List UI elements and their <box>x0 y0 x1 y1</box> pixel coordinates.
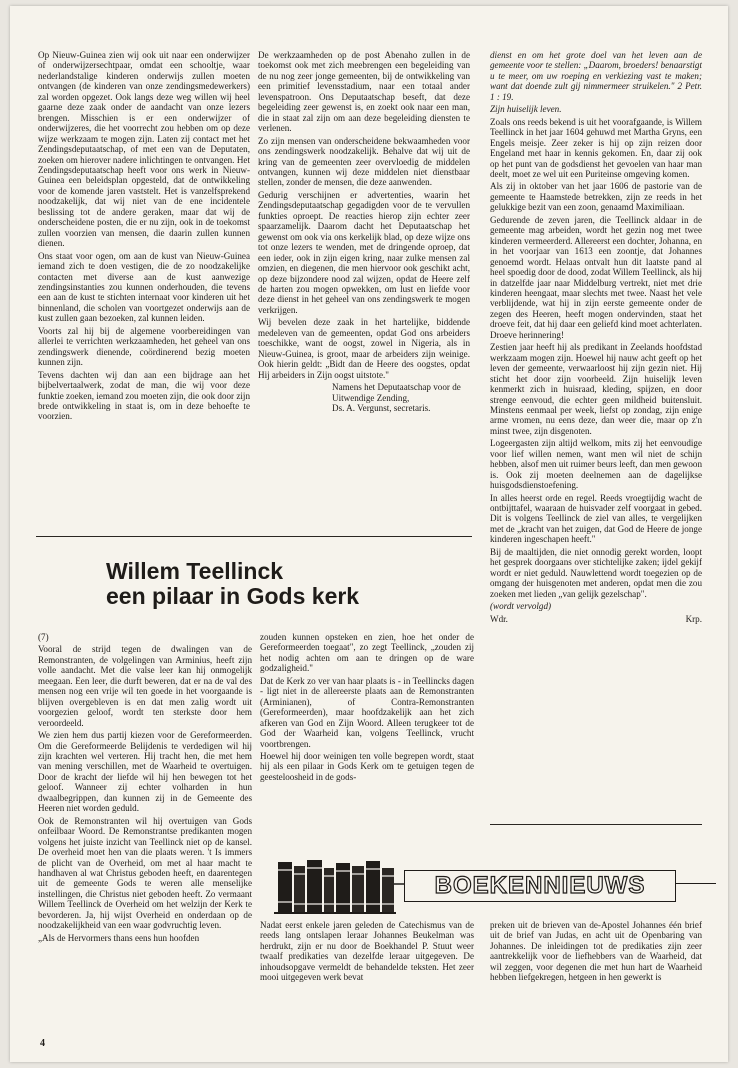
paragraph: Voorts zal hij bij de algemene voorbereidingen van allerlei te verrichten werkzaamheden, het geheel van ons zendingswerk dienende, coördinerend bezig moeten kunnen zijn. <box>38 325 250 368</box>
paragraph: Logeergasten zijn altijd welkom, mits zij het eenvoudige voor lief willen nemen, want men wil niet de schijn hebben, alsof men uit ruimer beurs leeft, dan men gewoon is. Ook zij moeten deelnemen aan de dagelijkse huisgodsdienstoefening. <box>490 438 702 491</box>
page-number: 4 <box>40 1038 45 1049</box>
paragraph: Vooral de strijd tegen de dwalingen van de Remonstranten, de volgelingen van Arminius, heeft zijn volle aandacht. Met die valse leer kan hij onmogelijk meegaan. Een leer, die durft beweren, dat er na de val des mensen nog een vrije wil ten goede in het voorgaande is blijven overgebleven is en dat men zalig wordt uit voorgezien geloof, wordt ten sterkste door hem veroordeeld. <box>38 644 252 728</box>
paragraph: Gedurig verschijnen er advertenties, waarin het Zendingsdeputaatschap gegadigden voor de te vervullen funkties oproept. De reacties hierop zijn echter zeer spaarzamelijk. Daarom dacht het Deputaatschap het gewenst om ook via ons kerkelijk blad, op deze wijze ons tot onze lezers te wenden, met de dringende oproep, dat een ieder, ook in zijn eigen kring, naar zulke mensen zal omzien, en diegenen, die men hiervoor ook geschikt acht, op deze bijzondere nood zal wijzen, opdat de Heere zelf de harten zou mogen opwekken, om lust en liefde voor deze dienst in het geheel van ons zendingswerk te mogen verkrijgen. <box>258 189 470 315</box>
boek-column-2 <box>490 920 702 1020</box>
boekennieuws-title: BOEKENNIEUWS <box>434 872 646 899</box>
signature-line: Namens het Deputaatschap voor de <box>332 382 461 393</box>
paragraph: Gedurende de zeven jaren, die Teellinck aldaar in de gemeente mag arbeiden, wordt het gezin nog met twee kinderen vermeerderd. Allereerst een dochter, Johanna, en in het voorjaar van 1613 een zoontje, dat Johannes genoemd wordt. Helaas ontvalt hun dit laatste pand al heel spoedig door de dood, zodat Willem Teellinck, als hij in datzelfde jaar naar Middelburg vertrekt, niet met drie kinderen heengaat, maar slechts met twee. Naast het vele verblijdende, wat hij in zijn eerste gemeente onder de zegen des Heeren, heeft mogen ondervinden, staat het droeve feit, dat hij daar een geliefd kind moet achterlaten. Droeve herinnering! <box>490 214 702 340</box>
paragraph: Ook de Remonstranten wil hij overtuigen van Gods onfeilbaar Woord. De Remonstrantse predikanten mogen volgens het juiste inzicht van Teellinck niet op de kansel. De overheid moet hen van die plaats weren. 't Is immers de plicht van de Overheid, om met al haar macht te handhaven al wat Christus geboden heeft, en daarentegen uit de gemeente Gods te weren alle menselijke instellingen, die Christus niet geboden heeft. Zo vermaant Willem Teellinck de Overheid om het welzijn der Kerk te bevorderen. Ja, hij wijst Overheid en onderdaan op de noodzakelijkheid van een waar godvruchtig leven. <box>38 815 252 931</box>
article-part-number: (7) <box>38 632 49 642</box>
paragraph: Ons staat voor ogen, om aan de kust van Nieuw-Guinea iemand zich te doen vestigen, die de zo noodzakelijke contacten met diverse aan de kust aanwezige zendingsinstanties zou kunnen onderhouden, die tevens een aan de kust te stichten internaat voor kinderen uit het binnenland, die scholen van voortgezet onderwijs aan de kust zullen gaan bezoeken, zal kunnen leiden. <box>38 250 250 324</box>
paragraph: Nadat eerst enkele jaren geleden de Catechismus van de reeds lang ontslapen leraar Johannes Beukelman was herdrukt, zijn er nu door de Boekhandel P. Stuut weer twaalf predikaties van dezelfde leraar uitgegeven. De inhoudsopgave vermeldt de behandelde teksten. Het zeer mooi uitgegeven werk bevat <box>260 920 474 983</box>
headline-line-1: Willem Teellinck <box>106 558 284 584</box>
article-headline <box>106 559 426 609</box>
paragraph: Tevens dachten wij dan aan een bijdrage aan het bijbelvertaalwerk, zodat de man, die wij voor deze funktie zoeken, iemand zou moeten zijn, die ook door zijn brede ontwikkeling in staat is, om in deze behoefte te voorzien. <box>38 369 250 422</box>
signature-line: Ds. A. Vergunst, secretaris. <box>332 402 431 413</box>
paragraph: Dat de Kerk zo ver van haar plaats is - in Teellincks dagen - ligt niet in de allereerste plaats aan de Remonstranten (Arminianen), of Contra-Remonstranten (Gereformeerden), maar hoofdzakelijk aan het zich afkeren van God en Zijn Woord. Alleen terugkeer tot de God der Waarheid kan, volgens Teellinck, vrucht voortbrengen. <box>260 675 474 749</box>
paragraph: „Als de Hervormers thans eens hun hoofden <box>38 932 200 943</box>
paragraph: Zo zijn mensen van onderscheidene bekwaamheden voor ons zendingswerk noodzakelijk. Behalve dat wij uit de kring van de gemeenten zeer overvloedig de middelen ontvangen, kunnen wij deze middelen niet dienstbaar stellen, zonder de mensen, die deze aanwenden. <box>258 135 470 188</box>
paragraph: preken uit de brieven van de-Apostel Johannes één brief uit de brief van Judas, en acht uit de Openbaring van Johannes. De inleidingen tot de predikaties zijn zeer aantrekkelijk voor de liefhebbers van de Waarheid, dat wil zeggen, voor degenen die met hun hart de Waarheid hebben liefgekregen, hetgeen in hen gewerkt is <box>490 920 702 983</box>
article-column-1 <box>38 632 252 1026</box>
continued-note: (wordt vervolgd) <box>490 601 552 612</box>
banner-rule <box>676 883 716 884</box>
section-divider <box>490 824 702 825</box>
paragraph: In alles heerst orde en regel. Reeds vroegtijdig wacht de ontbijttafel, waaraan de huisvader zelf voorgaat in gebed. Dit is volgens Teellinck de ziel van alles, te vergelijken met de „kracht van het zuigen, dat God de Heere de jonge kinderen ingeschapen heeft." <box>490 492 702 545</box>
newspaper-page <box>10 6 728 1062</box>
paragraph: dienst en om het grote doel van het leven aan de gemeente voor te stellen: „Daarom, broeders! benaarstigt u te meer, om uw roeping en verkiezing vast te maken; want dat doende zult gij nimmermeer struikelen." 2 Petr. 1 : 19. <box>490 50 702 102</box>
boekennieuws-title-box <box>404 870 676 902</box>
section-divider <box>36 536 472 537</box>
paragraph: We zien hem dus partij kiezen voor de Gereformeerden. Om die Gereformeerde Belijdenis te verdedigen wil hij zijn krachten wel verteren. Hij tracht hen, die met hem van mening verschillen, met de Waarheid te overtuigen. Door de kracht der liefde wil hij hen bewegen tot het geloof. Wanneer zij echter volharden in hun dwaalbegrippen, dan kunnen zij in de Gemeente des Heeren niet worden geduld. <box>38 730 252 814</box>
article-column-2 <box>260 632 474 832</box>
paragraph: Als zij in oktober van het jaar 1606 de pastorie van de gemeente te Haamstede betrekken, zijn ze reeds in het gelukkige bezit van een zoon, genaamd Maximiliaan. <box>490 181 702 213</box>
author-line <box>490 614 702 624</box>
right-column <box>490 50 702 828</box>
paragraph: zouden kunnen opsteken en zien, hoe het onder de Gereformeerden toegaat", zo zegt Teellinck, „zouden zij het nodig achten om aan te dringen op de ware godzaligheid." <box>260 632 474 674</box>
author-initials-left: Wdr. <box>490 613 508 624</box>
paragraph: Zestien jaar heeft hij als predikant in Zeelands hoofdstad werkzaam mogen zijn. Hoewel hij nauw acht geeft op het leven der gemeente, verwaarloost hij zijn gezin niet. Hij sticht het door zijn voorbeeld. Zijn huiselijk leven kenmerkt zich in huisraad, kleding, spijzen, en door strenge eenvoud, die echter geen mildheid buitensluit. Minstens eenmaal per week, liefst op zondag, zijn enige arme vromen, nu eens deze, dan weer die, maar op z'n minst twee, zijn disgenoten. <box>490 342 702 436</box>
top-column-1 <box>38 50 250 528</box>
paragraph: Wij bevelen deze zaak in het hartelijke, biddende medeleven van de gemeenten, opdat God ons arbeiders toeschikke, want de oogst, zowel in Nigeria, als in Nieuw-Guinea, is groot, maar de arbeiders zijn weinige. Ook hierin geldt: „Bidt dan de Heere des oogstes, opdat Hij arbeiders in Zijn oogst uitstote." <box>258 317 470 380</box>
books-icon <box>274 856 424 916</box>
paragraph: Hoewel hij door weinigen ten volle begrepen wordt, staat hij als een pilaar in Gods Kerk om te getuigen tegen de geesteloosheid in de gods- <box>260 750 474 782</box>
boek-column-1 <box>260 920 474 1020</box>
paragraph: Bij de maaltijden, die niet onnodig gerekt worden, loopt het gesprek doorgaans over stichtelijke zaken; ijdel gekijf wordt er niet geduld. Nauwlettend wordt toegezien op de omgang der huisgenoten met anderen, opdat men die zou zoeken met lieden „van gelijk gezelschap". <box>490 546 702 599</box>
signature <box>258 382 470 413</box>
author-initials-right: Krp. <box>685 613 702 624</box>
boekennieuws-banner <box>274 856 716 916</box>
paragraph: De werkzaamheden op de post Abenaho zullen in de toekomst ook met zich meebrengen een begeleiding van de nu nog zeer jonge gemeenten, bij de ontwikkeling van een primitief levensstadium, naar een totaal ander levenspatroon. Ons Deputaatschap beseft, dat deze begeleiding zeer gewenst is, en zoekt ook naar een man, die in staat zal zijn om aan deze begeleiding diensten te verlenen. <box>258 50 470 134</box>
paragraph: Zoals ons reeds bekend is uit het voorafgaande, is Willem Teellinck in het jaar 1604 gehuwd met Martha Gryns, een Engels meisje. Zeer zeker is hij op zijn reizen door Engeland met haar in kennis gekomen. En, daar zij ook op het punt van de godsdienst het gevoelen van haar man deelt, moet ze wel uit een Puriteinse omgeving komen. <box>490 116 702 179</box>
top-column-2 <box>258 50 470 528</box>
section-subheading: Zijn huiselijk leven. <box>490 104 562 115</box>
headline-line-2: een pilaar in Gods kerk <box>106 583 360 609</box>
paragraph: Op Nieuw-Guinea zien wij ook uit naar een onderwijzer of onderwijzersechtpaar, omdat een schooltje, waar nederlandstalige kinderen onderwijs zullen moeten ontvangen (de kinderen van onze zendingsmedewerkers) zal worden opgezet. Ook langs deze weg willen wij heel gaarne deze zaak onder de aandacht van onze lezers brengen. Misschien is er een onderwijzer of onderwijzeres, die het voorrecht zou hebben om op deze wijze werkzaam te mogen zijn. Laten zij contact met het Zendingsdeputaatschap, of met een van de Deputaten, zoeken om hierover nadere inlichtingen te ontvangen. Het Zendingsdeputaatschap heeft voor ons werk in Nieuw-Guinea een beleidsplan opgesteld, dat de ontwikkeling voor de komende jaren vaststelt. Het is vanzelfsprekend noodzakelijk, dat wij niet van de ene incidentele beslissing tot de andere geraken, maar dat wij de onderscheidene posten, die er nu zijn, ook in de toekomst zullen voorzien van mensen, die daarin zullen kunnen dienen. <box>38 50 250 249</box>
signature-line: Uitwendige Zending, <box>332 392 410 403</box>
